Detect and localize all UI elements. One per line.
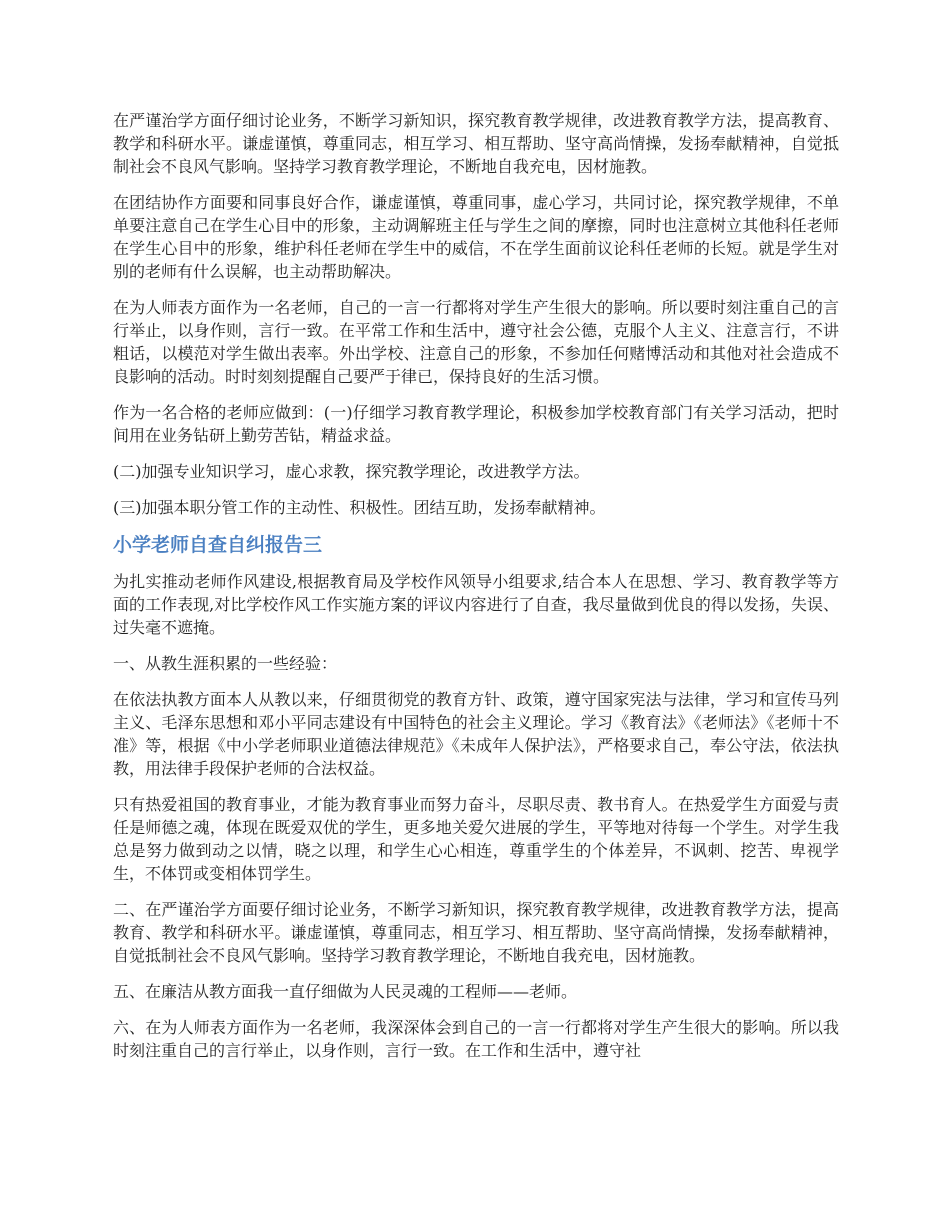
para-law: 在依法执教方面本人从教以来，仔细贯彻党的教育方针、政策，遵守国家宪法与法律，学习和宣传马列主义、毛泽东思想和邓小平同志建设有中国特色的社会主义理论。学习《教育法》《老师法》《老师十不准》等，根据《中小学老师职业道德法律规范》《未成年人保护法》，严格要求自己，奉公守法，依法执教，用法律手段保护老师的合法权益。 bbox=[113, 690, 839, 778]
para-item-two-study: 二、在严谨治学方面要仔细讨论业务，不断学习新知识，探究教育教学规律，改进教育教学方法，提高教育、教学和科研水平。谦虚谨慎，尊重同志，相互学习、相互帮助、坚守高尚情操，发扬奉献精神，自觉抵制社会不良风气影响。坚持学习教育教学理论，不断地自我充电，因材施教。 bbox=[113, 900, 839, 965]
para-qualified-teacher: 作为一名合格的老师应做到：(一)仔细学习教育教学理论，积极参加学校教育部门有关学习活动，把时间用在业务钻研上勤劳苦钻，精益求益。 bbox=[113, 403, 839, 445]
section-heading-report-three: 小学老师自查自纠报告三 bbox=[113, 534, 323, 556]
para-intro: 为扎实推动老师作风建设,根据教育局及学校作风领导小组要求,结合本人在思想、学习、教育教学等方面的工作表现,对比学校作风工作实施方案的评议内容进行了自查，我尽量做到优良的得以发扬，失误、过失毫不遮掩。 bbox=[113, 572, 839, 637]
para-experience-title: 一、从教生涯积累的一些经验： bbox=[113, 654, 338, 673]
para-item-six: 六、在为人师表方面作为一名老师，我深深体会到自己的一言一行都将对学生产生很大的影响。所以我时刻注重自己的言行举止，以身作则，言行一致。在工作和生活中，遵守社 bbox=[113, 1018, 839, 1060]
para-study-discipline: 在严谨治学方面仔细讨论业务，不断学习新知识，探究教育教学规律，改进教育教学方法，提高教育、教学和科研水平。谦虚谨慎，尊重同志，相互学习、相互帮助、坚守高尚情操，发扬奉献精神，自觉抵制社会不良风气影响。坚持学习教育教学理论，不断地自我充电，因材施教。 bbox=[113, 111, 839, 176]
para-love-education: 只有热爱祖国的教育事业，才能为教育事业而努力奋斗，尽职尽责、教书育人。在热爱学生方面爱与责任是师德之魂，体现在既爱双优的学生，更多地关爱欠进展的学生，平等地对待每一个学生。对学生我总是努力做到动之以情，晓之以理，和学生心心相连，尊重学生的个体差异，不讽刺、挖苦、卑视学生，不体罚或变相体罚学生。 bbox=[113, 795, 839, 883]
para-teamwork: 在团结协作方面要和同事良好合作，谦虚谨慎，尊重同事，虚心学习，共同讨论，探究教学规律，不单单要注意自己在学生心目中的形象，主动调解班主任与学生之间的摩擦，同时也注意树立其他科任老师在学生心目中的形象，维护科任老师在学生中的威信，不在学生面前议论科任老师的长短。就是学生对别的老师有什么误解，也主动帮助解决。 bbox=[113, 193, 839, 281]
para-item-three: (三)加强本职分管工作的主动性、积极性。团结互助，发扬奉献精神。 bbox=[113, 498, 606, 517]
para-item-two: (二)加强专业知识学习，虚心求教，探究教学理论，改进教学方法。 bbox=[113, 462, 590, 481]
para-item-five: 五、在廉洁从教方面我一直仔细做为人民灵魂的工程师——老师。 bbox=[113, 982, 578, 1001]
document-page bbox=[113, 109, 839, 1075]
para-role-model: 在为人师表方面作为一名老师，自己的一言一行都将对学生产生很大的影响。所以要时刻注重自己的言行举止，以身作则，言行一致。在平常工作和生活中，遵守社会公德，克服个人主义、注意言行，不讲粗话，以模范对学生做出表率。外出学校、注意自己的形象，不参加任何赌博活动和其他对社会造成不良影响的活动。时时刻刻提醒自己要严于律已，保持良好的生活习惯。 bbox=[113, 298, 839, 386]
